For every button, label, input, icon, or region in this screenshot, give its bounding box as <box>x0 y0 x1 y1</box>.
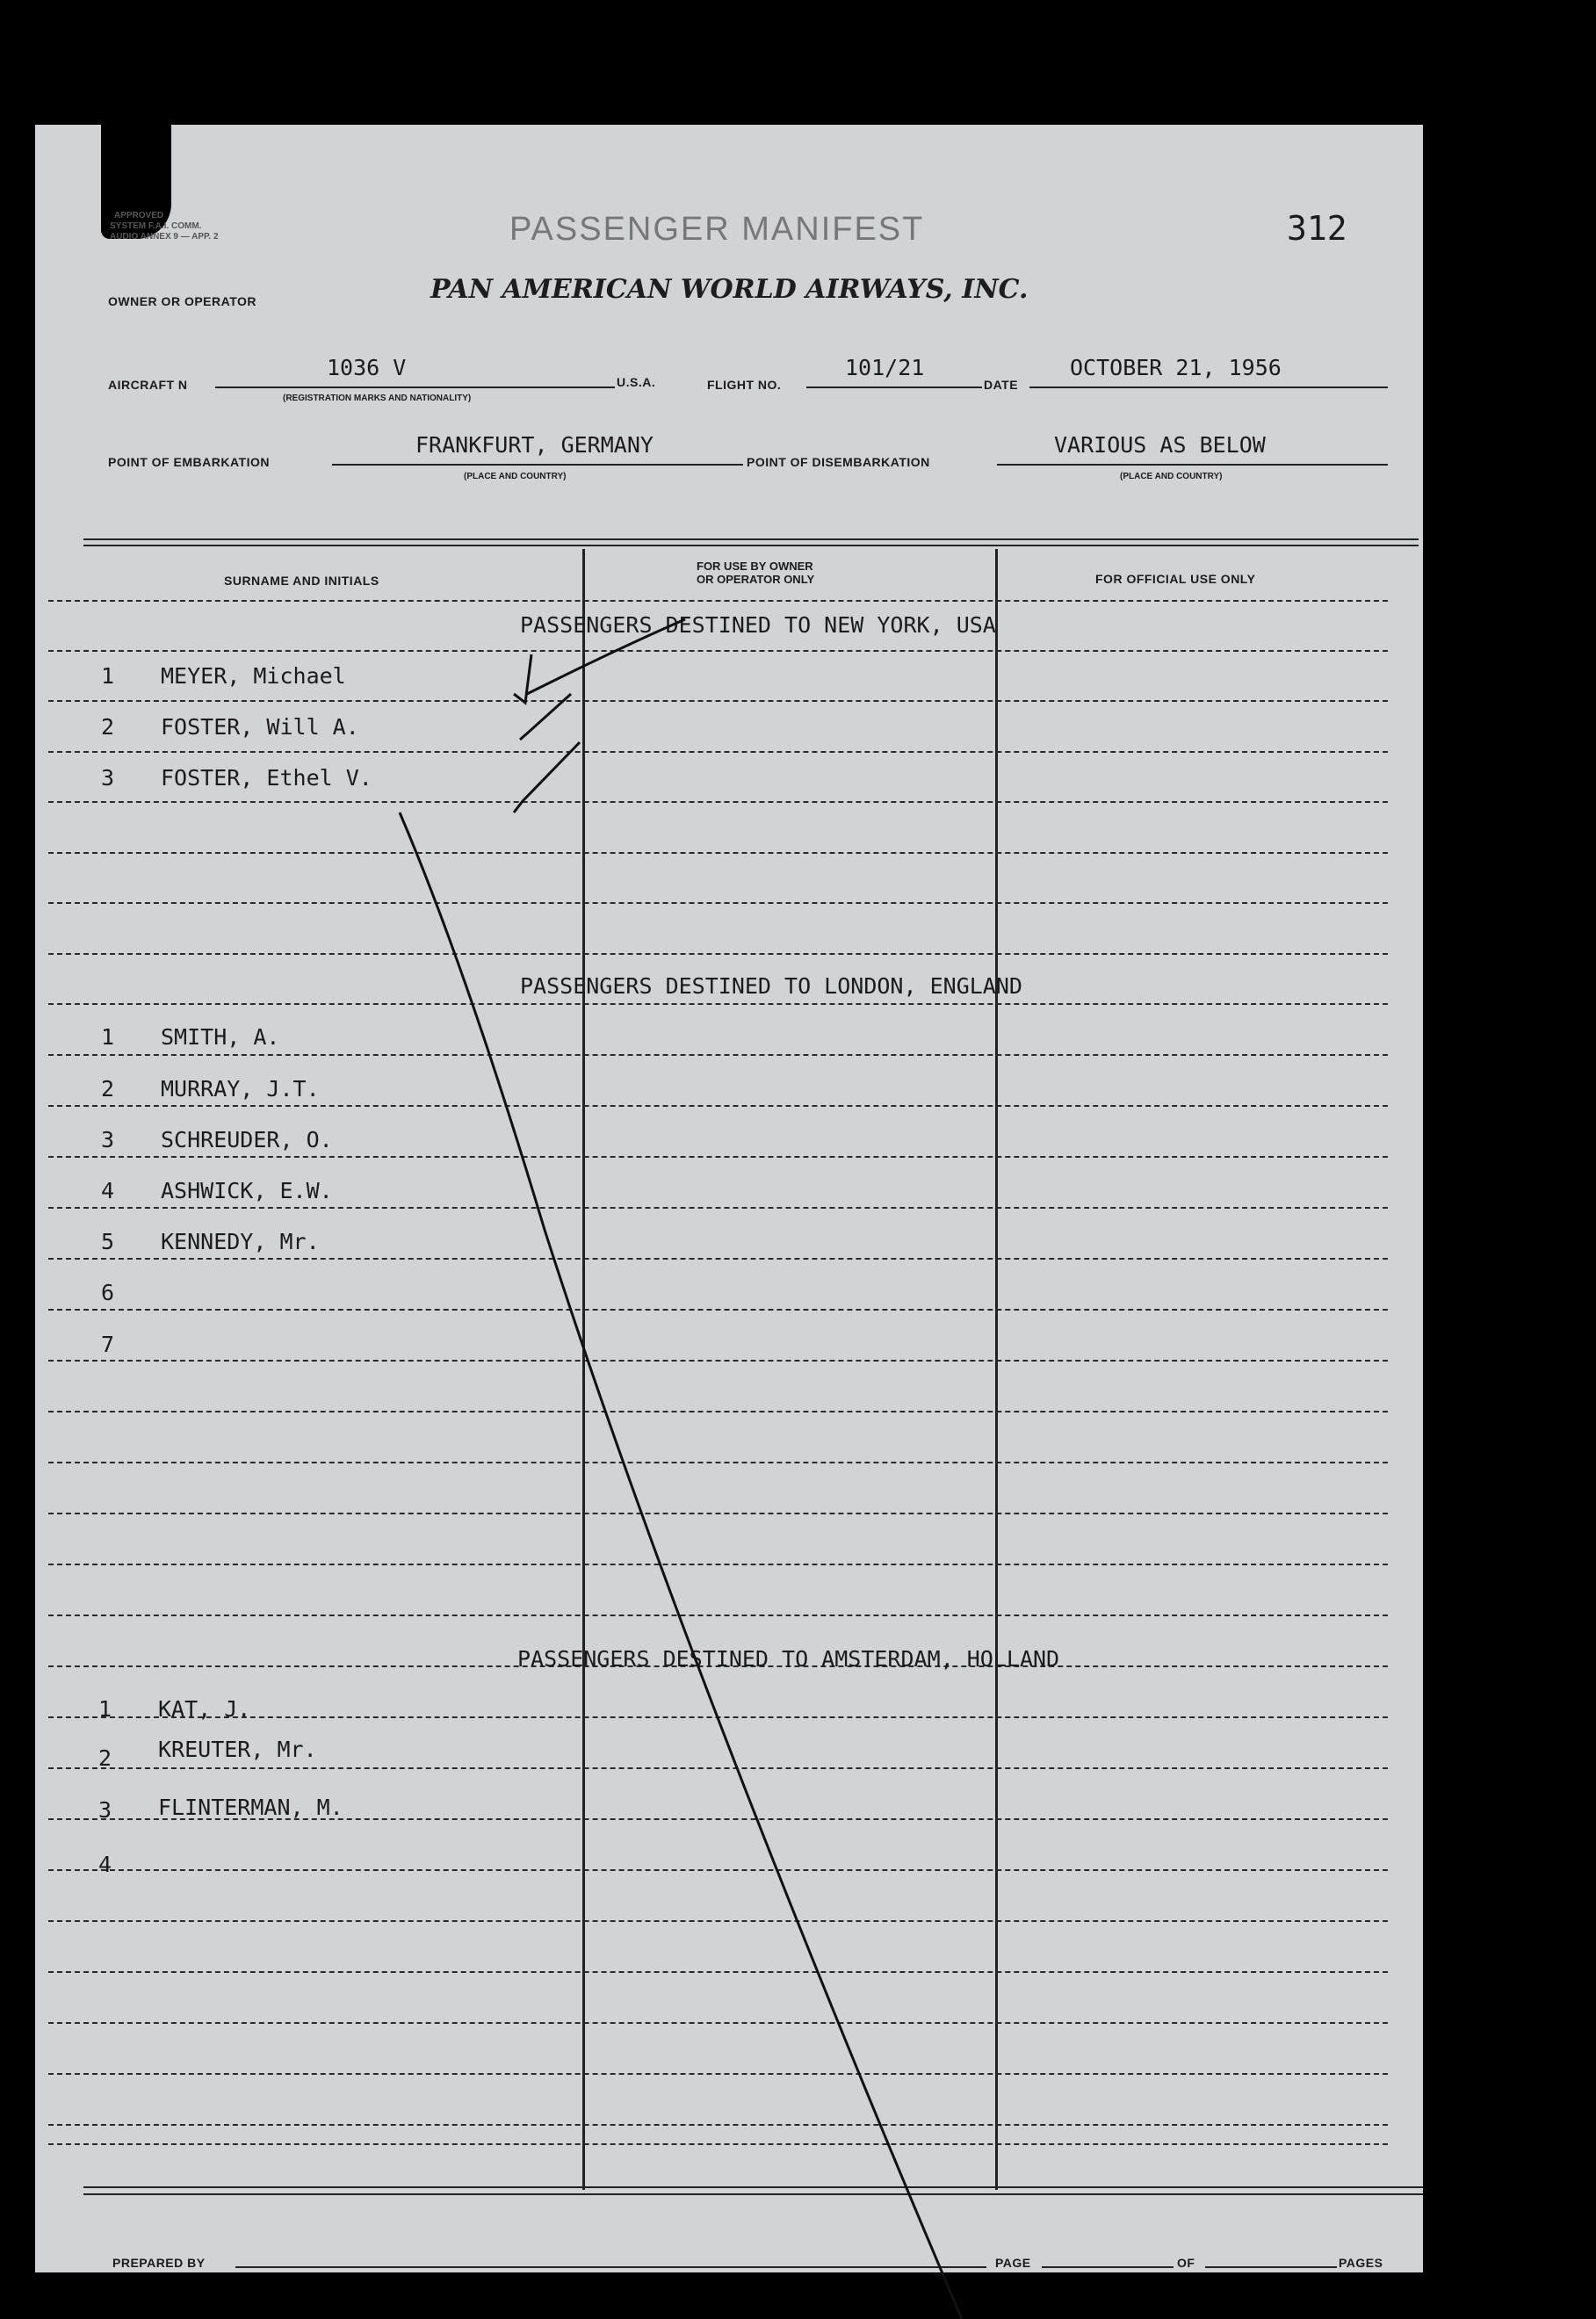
aircraft-value: 1036 V <box>327 355 407 380</box>
disembarkation-sublabel: (PLACE AND COUNTRY) <box>1120 472 1223 481</box>
date-label: DATE <box>984 378 1019 392</box>
approval-stamp-line-2: SYSTEM F.A.I. COMM. <box>110 221 202 231</box>
section-heading-new-york: PASSENGERS DESTINED TO NEW YORK, USA <box>520 612 996 638</box>
disembarkation-label: POINT OF DISEMBARKATION <box>747 455 930 469</box>
passenger-number: 2 <box>98 1745 112 1771</box>
passenger-name: KREUTER, Mr. <box>158 1737 317 1762</box>
passenger-name: MEYER, Michael <box>161 663 346 689</box>
section-heading-london: PASSENGERS DESTINED TO LONDON, ENGLAND <box>520 973 1022 999</box>
aircraft-sublabel: (REGISTRATION MARKS AND NATIONALITY) <box>283 394 472 403</box>
approval-stamp-line-3: AUDIO ANNEX 9 — APP. 2 <box>110 232 219 242</box>
column-header-official: FOR OFFICIAL USE ONLY <box>1095 572 1256 586</box>
prepared-by-label: PREPARED BY <box>112 2256 206 2270</box>
passenger-name: KAT, J. <box>158 1696 251 1722</box>
checkmark-1 <box>514 619 685 703</box>
section-heading-amsterdam: PASSENGERS DESTINED TO AMSTERDAM, HOLLAND <box>517 1646 1060 1672</box>
passenger-number: 1 <box>98 1696 112 1722</box>
passenger-number: 7 <box>101 1332 115 1357</box>
checkmark-2 <box>520 694 571 740</box>
passenger-name: MURRAY, J.T. <box>161 1076 320 1102</box>
of-label: OF <box>1177 2256 1195 2270</box>
page-number: 312 <box>1287 209 1347 248</box>
passenger-name: SMITH, A. <box>161 1024 280 1050</box>
disembarkation-value: VARIOUS AS BELOW <box>1054 432 1266 458</box>
company-name: PAN AMERICAN WORLD AIRWAYS, INC. <box>430 274 1029 305</box>
passenger-number: 6 <box>101 1280 115 1305</box>
usa-label: U.S.A. <box>617 375 656 389</box>
passenger-number: 4 <box>101 1178 115 1203</box>
embarkation-label: POINT OF EMBARKATION <box>108 455 270 469</box>
column-header-owner-use-1: FOR USE BY OWNER <box>697 560 813 573</box>
passenger-number: 3 <box>101 765 115 791</box>
passenger-name: FLINTERMAN, M. <box>158 1795 343 1820</box>
column-header-owner-use-2: OR OPERATOR ONLY <box>697 573 815 586</box>
checkmark-3 <box>514 742 580 813</box>
passenger-number: 4 <box>98 1852 112 1877</box>
passenger-name: ASHWICK, E.W. <box>161 1178 333 1203</box>
passenger-number: 1 <box>101 1024 115 1050</box>
aircraft-label: AIRCRAFT N <box>108 378 188 392</box>
passenger-number: 2 <box>101 714 115 740</box>
passenger-name: SCHREUDER, O. <box>161 1127 333 1152</box>
strike-line <box>400 813 962 2319</box>
passenger-name: FOSTER, Ethel V. <box>161 765 372 791</box>
document-title: PASSENGER MANIFEST <box>509 211 925 248</box>
passenger-number: 3 <box>101 1127 115 1152</box>
page-label: PAGE <box>995 2256 1031 2270</box>
flight-label: FLIGHT NO. <box>707 378 782 392</box>
embarkation-sublabel: (PLACE AND COUNTRY) <box>464 472 567 481</box>
passenger-name: KENNEDY, Mr. <box>161 1229 320 1254</box>
embarkation-value: FRANKFURT, GERMANY <box>415 432 654 458</box>
passenger-name: FOSTER, Will A. <box>161 714 359 740</box>
column-header-surname: SURNAME AND INITIALS <box>224 574 379 588</box>
passenger-number: 2 <box>101 1076 115 1102</box>
flight-value: 101/21 <box>845 355 925 380</box>
passenger-number: 1 <box>101 663 115 689</box>
owner-label: OWNER OR OPERATOR <box>108 294 256 308</box>
date-value: OCTOBER 21, 1956 <box>1070 355 1282 380</box>
passenger-number: 3 <box>98 1797 112 1823</box>
passenger-number: 5 <box>101 1229 115 1254</box>
pages-label: PAGES <box>1339 2256 1383 2270</box>
approval-stamp-line-1: APPROVED <box>114 211 164 220</box>
